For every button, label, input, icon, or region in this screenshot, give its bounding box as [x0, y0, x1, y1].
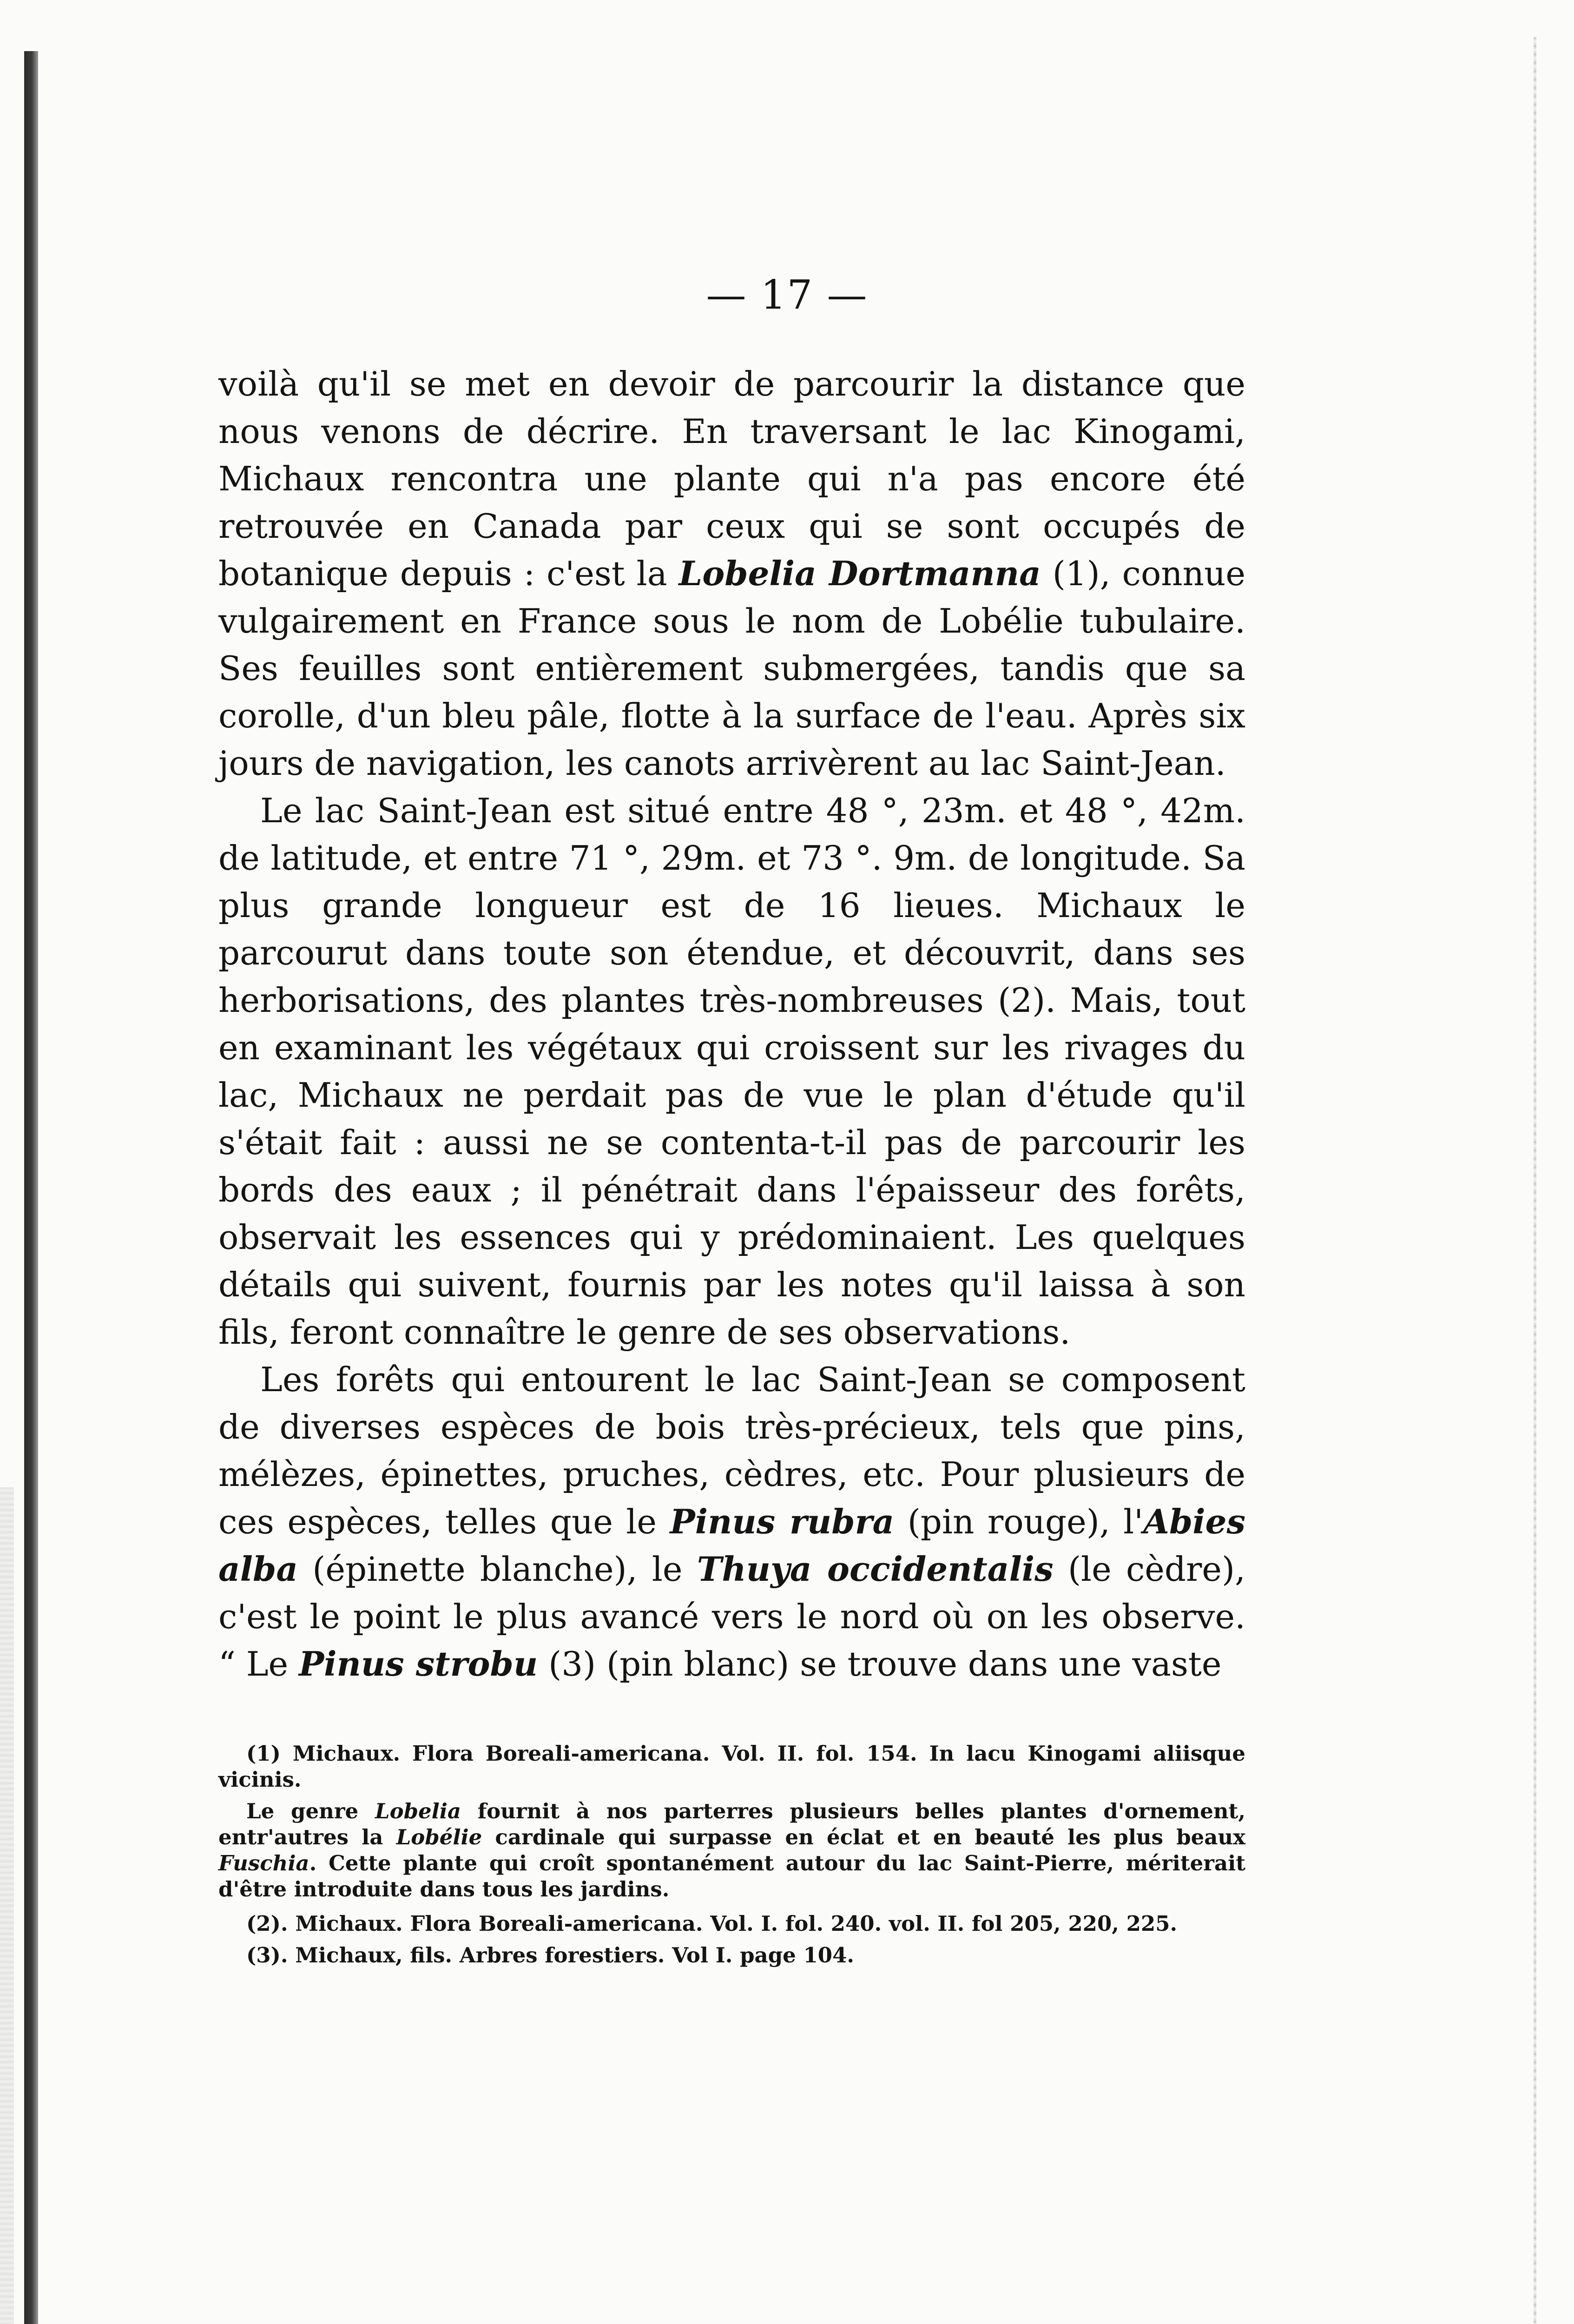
footnote-2 — [218, 1911, 1245, 1937]
footnote-italic: Lobelia — [375, 1799, 461, 1823]
footnote-1 — [218, 1741, 1245, 1793]
footnote-text: Le genre — [246, 1799, 375, 1823]
text-run: voilà qu'il se met en devoir de parcourir la distance que nous venons de décrire. En traversant le lac Kinogami, Michaux rencontra une plante qui n'a pas encore été retrouvée en Canada par ceux qui se sont occupés de botanique depuis : c'est la — [218, 364, 1245, 593]
text-run: Le lac Saint-Jean est situé entre 48 °, 23m. et 48 °, 42m. de latitude, et entre 71 °, 29m. et 73 °. 9m. de longitude. Sa plus grande longueur est de 16 lieues. Michaux le parcourut dans toute son étendue, et découvrit, dans ses herborisations, des plantes très-nombreuses (2). Mais, tout en examinant les végétaux qui croissent sur les rivages du lac, Michaux ne perdait pas de vue le plan d'étude qu'il s'était fait : aussi ne se contenta-t-il pas de parcourir les bords des eaux ; il pénétrait dans l'épaisseur des forêts, observait les essences qui y prédominaient. Les quelques détails qui suivent, fournis par les notes qu'il laissa à son fils, feront connaître le genre de ses observations. — [218, 791, 1245, 1352]
text-run: (pin rouge), l' — [894, 1502, 1144, 1541]
paragraph-2 — [218, 787, 1245, 1356]
page-number: — 17 — — [706, 272, 868, 318]
page-right-edge — [1534, 37, 1536, 2324]
footnote-text: (2). Michaux. Flora Boreali-americana. Vol. I. fol. 240. vol. II. fol 205, 220, 225. — [246, 1911, 1178, 1936]
footnote-1-continuation — [218, 1798, 1245, 1902]
binding-edge — [24, 51, 38, 2324]
body-text — [218, 360, 1245, 1688]
footnote-text: . Cette plante qui croît spontanément autour du lac Saint-Pierre, mériterait d'être introduite dans tous les jardins. — [218, 1851, 1245, 1901]
paragraph-3 — [218, 1356, 1245, 1688]
text-run: (1), connue vulgairement en France sous le nom de Lobélie tubulaire. Ses feuilles sont entièrement submergées, tandis que sa corolle, d'un bleu pâle, flotte à la surface de l'eau. Après six jours de navigation, les canots arrivèrent au lac Saint-Jean. — [218, 554, 1246, 783]
paragraph-1 — [218, 360, 1245, 787]
text-run: Les forêts qui entourent le lac Saint-Jean se composent de diverses espèces de bois très-précieux, tels que pins, mélèzes, épinettes, pruches, cèdres, etc. Pour plusieurs de ces espèces, telles que le — [218, 1360, 1245, 1541]
text-run: (3) (pin blanc) se trouve dans une vaste — [538, 1644, 1222, 1684]
footnote-text: (1) Michaux. Flora Boreali-americana. Vol. II. fol. 154. In lacu Kinogami aliisque vicinis. — [218, 1741, 1245, 1792]
species-name: Lobelia Dortmanna — [678, 554, 1041, 593]
binding-shadow — [0, 1487, 14, 2324]
footnote-text: fournit à nos parterres plusieurs belles plantes d'ornement, entr'autres la — [218, 1799, 1245, 1849]
footnote-text: cardinale qui surpasse en éclat et en beauté les plus beaux — [482, 1825, 1245, 1849]
footnote-3 — [218, 1942, 1245, 1968]
text-run: (épinette blanche), le — [298, 1550, 697, 1589]
footnote-italic: Fuschia — [218, 1851, 310, 1875]
footnote-text: (3). Michaux, fils. Arbres forestiers. Vol I. page 104. — [246, 1943, 855, 1967]
species-name: Pinus strobu — [299, 1644, 538, 1684]
footnote-italic: Lobélie — [396, 1825, 482, 1849]
footnotes — [218, 1741, 1245, 1974]
text-run: (le cèdre), c'est le point le plus avancé vers le nord où on les observe. “ Le — [218, 1550, 1246, 1684]
species-name: Abies alba — [218, 1502, 1245, 1589]
species-name: Pinus rubra — [670, 1502, 895, 1541]
species-name: Thuya occidentalis — [697, 1549, 1054, 1589]
